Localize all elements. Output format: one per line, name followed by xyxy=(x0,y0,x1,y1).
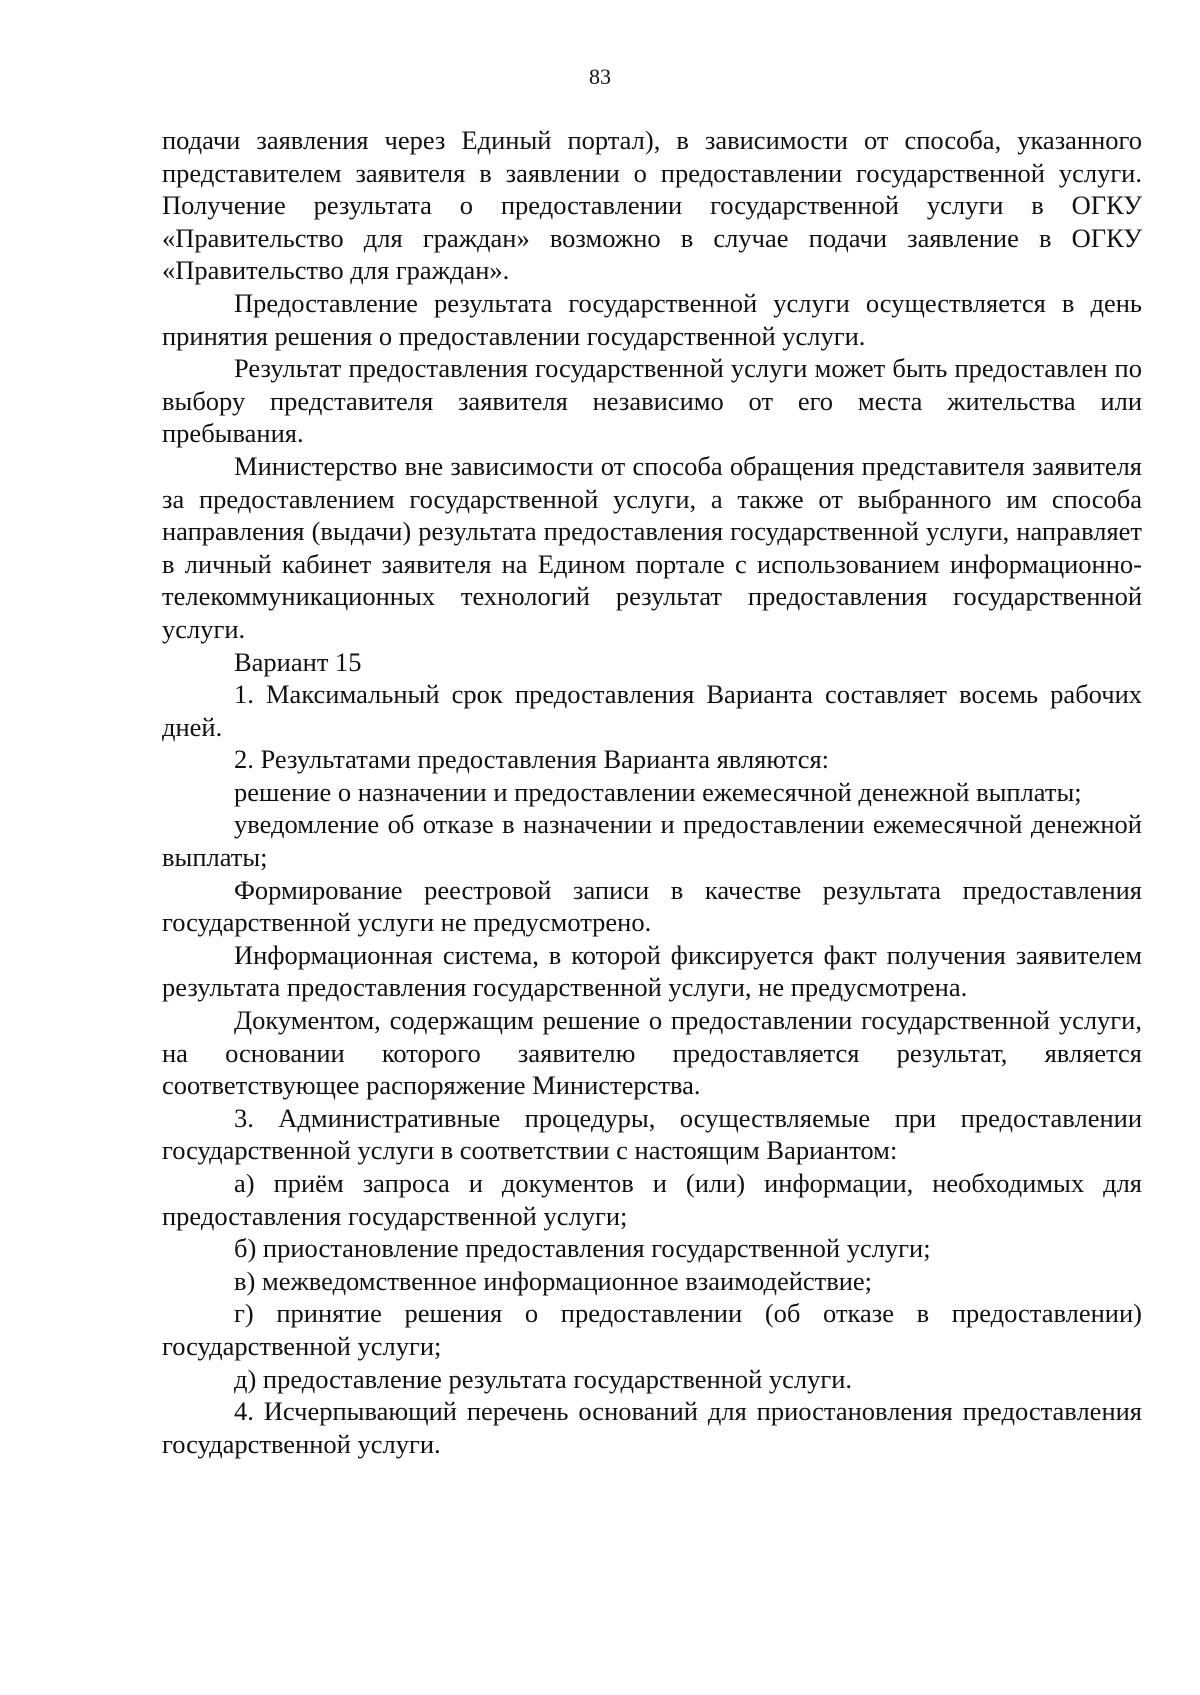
section-heading: Вариант 15 xyxy=(234,646,362,677)
list-item: в) межведомственное информационное взаимодействие; xyxy=(234,1265,873,1296)
list-item: г) принятие решения о предоставлении (об отказе в предоставлении) государственной услуги; xyxy=(162,1298,1142,1361)
paragraph: 2. Результатами предоставления Варианта являются: xyxy=(234,744,830,775)
page-number: 83 xyxy=(589,64,611,89)
document-body xyxy=(162,124,1142,1460)
list-item: а) приём запроса и документов и (или) информации, необходимых для предоставления государственной услуги; xyxy=(162,1168,1142,1231)
list-item: уведомление об отказе в назначении и предоставлении ежемесячной денежной выплаты; xyxy=(162,809,1142,873)
paragraph: Министерство вне зависимости от способа обращения представителя заявителя за предоставлением государственной услуги, а также от выбранного им способа направления (выдачи) результата предоставления государственной услуги, направляет в личный кабинет заявителя на Едином портале с использованием информационно-телекоммуникационных технологий результат предоставления государственной услуги. xyxy=(162,450,1142,644)
paragraph: подачи заявления через Единый портал), в зависимости от способа, указанного представителем заявителя в заявлении о предоставлении государственной услуги. Получение результата о предоставлении государственной услуги в ОГКУ «Правительство для граждан» возможно в случае подачи заявление в ОГКУ «Правительство для граждан». xyxy=(162,125,1142,286)
paragraph: Документом, содержащим решение о предоставлении государственной услуги, на основании которого заявителю предоставляется результат, является соответствующее распоряжение Министерства. xyxy=(162,1005,1142,1101)
paragraph: Формирование реестровой записи в качестве результата предоставления государственной услуги не предусмотрено. xyxy=(162,874,1142,938)
paragraph: Предоставление результата государственной услуги осуществляется в день принятия решения о предоставлении государственной услуги. xyxy=(162,287,1142,351)
paragraph: Результат предоставления государственной услуги может быть предоставлен по выбору представителя заявителя независимо от его места жительства или пребывания. xyxy=(162,353,1142,449)
list-item: решение о назначении и предоставлении ежемесячной денежной выплаты; xyxy=(234,776,1082,807)
paragraph: Информационная система, в которой фиксируется факт получения заявителем результата предоставления государственной услуги, не предусмотрена. xyxy=(162,939,1142,1003)
paragraph: 3. Административные процедуры, осуществляемые при предоставлении государственной услуги в соответствии с настоящим Вариантом: xyxy=(162,1102,1142,1166)
paragraph: 4. Исчерпывающий перечень оснований для приостановления предоставления государственной услуги. xyxy=(162,1396,1142,1459)
list-item: д) предоставление результата государственной услуги. xyxy=(234,1363,853,1394)
list-item: б) приостановление предоставления государственной услуги; xyxy=(234,1233,931,1264)
paragraph: 1. Максимальный срок предоставления Варианта составляет восемь рабочих дней. xyxy=(162,679,1142,742)
